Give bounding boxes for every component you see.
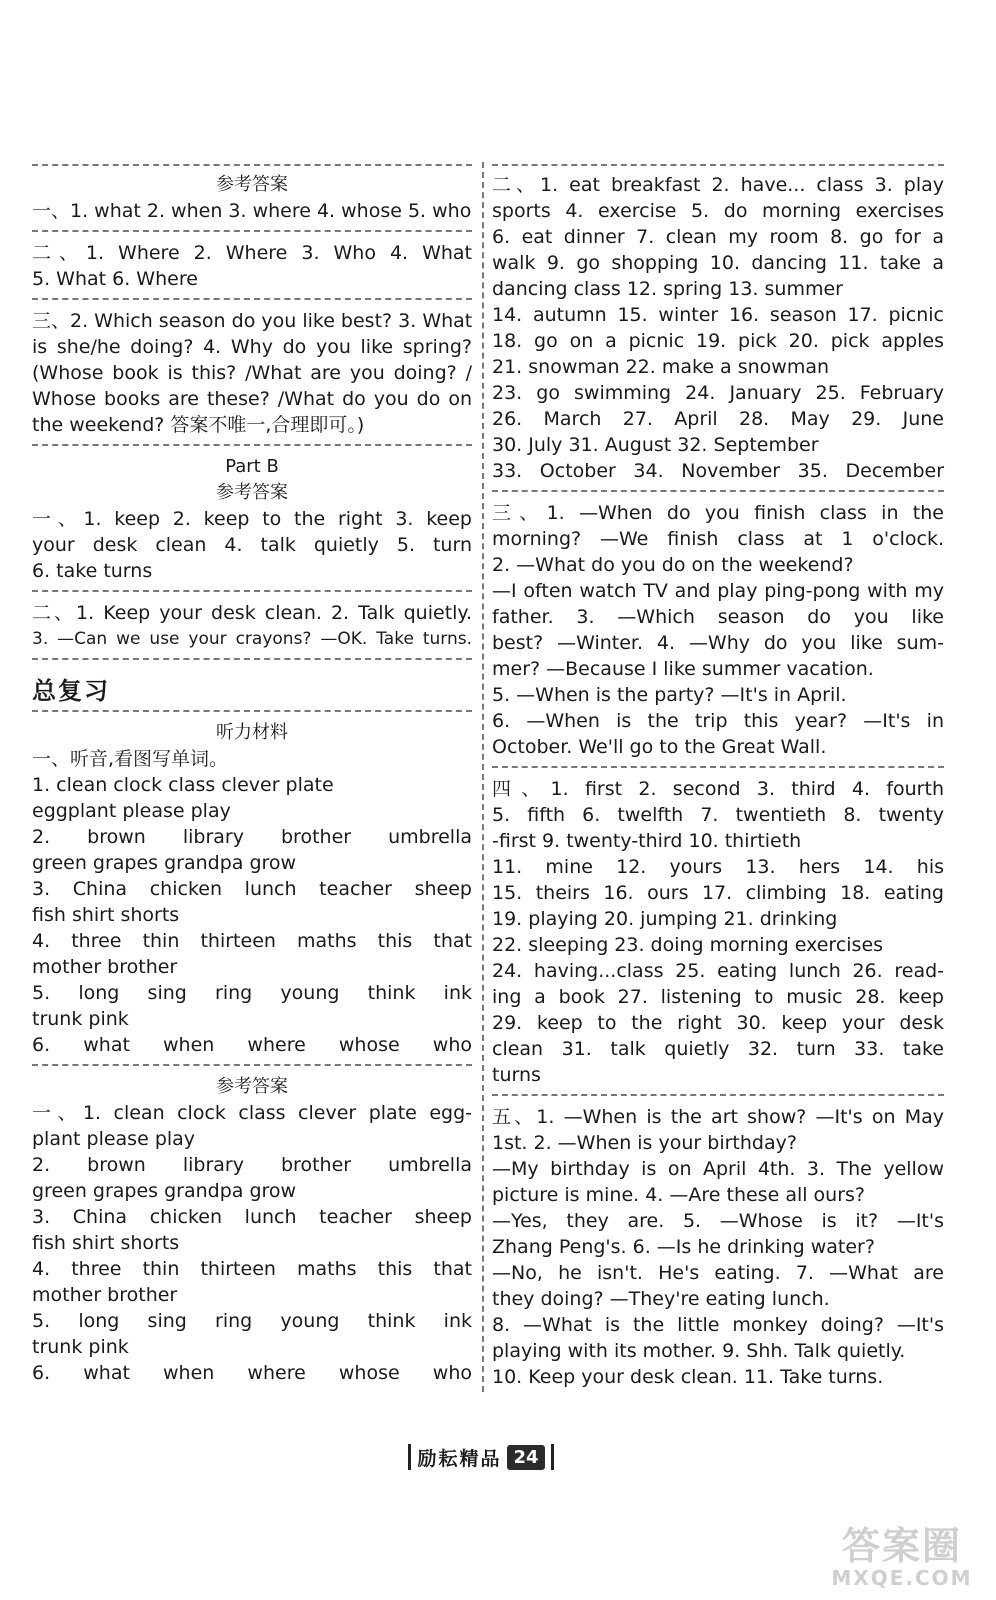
listening-line: fish shirt shorts bbox=[32, 904, 180, 926]
answer-line: Zhang Peng's. 6. —Is he drinking water? bbox=[492, 1236, 875, 1258]
footer-brand: 励耘精品 bbox=[417, 1447, 502, 1470]
answer-line: 10. Keep your desk clean. 11. Take turns. bbox=[492, 1366, 884, 1388]
answer-line: 8. —What is the little monkey doing? —It's bbox=[492, 1314, 944, 1336]
answer-line: 4. three thin thirteen maths this that bbox=[32, 1258, 472, 1280]
answer-line: 6. eat dinner 7. clean my room 8. go for a bbox=[492, 226, 944, 248]
answer-line: 26. March 27. April 28. May 29. June bbox=[492, 408, 944, 430]
answer-line: 5. What 6. Where bbox=[32, 268, 198, 290]
listening-line: 6. what when where whose who bbox=[32, 1034, 472, 1056]
answer-line: October. We'll go to the Great Wall. bbox=[492, 736, 827, 758]
listening-line: 1. clean clock class clever plate bbox=[32, 774, 334, 796]
section-divider bbox=[32, 590, 472, 592]
answer-line: 6. —When is the trip this year? —It's in bbox=[492, 710, 944, 732]
answer-line: -first 9. twenty-third 10. thirtieth bbox=[492, 830, 802, 852]
answer-line: plant please play bbox=[32, 1128, 196, 1150]
section-divider bbox=[492, 490, 944, 492]
answer-line: picture is mine. 4. —Are these all ours? bbox=[492, 1184, 866, 1206]
answer-line: 二、1. Where 2. Where 3. Who 4. What bbox=[32, 242, 472, 264]
page-footer bbox=[396, 1440, 566, 1474]
section-divider bbox=[492, 766, 944, 768]
answer-line: best? —Winter. 4. —Why do you like sum- bbox=[492, 632, 944, 654]
answer-line: 5. fifth 6. twelfth 7. twentieth 8. twenty bbox=[492, 804, 944, 826]
answer-title: 参考答案 bbox=[216, 482, 288, 503]
answer-line: 19. playing 20. jumping 21. drinking bbox=[492, 908, 838, 930]
watermark-text: 答案圈 bbox=[841, 1524, 962, 1568]
footer-bar-right bbox=[551, 1444, 554, 1470]
listening-line: 4. three thin thirteen maths this that bbox=[32, 930, 472, 952]
section-divider bbox=[32, 658, 472, 660]
answer-line: is she/he doing? 4. Why do you like spring? bbox=[32, 336, 472, 358]
section-divider bbox=[32, 1064, 472, 1066]
answer-line: 14. autumn 15. winter 16. season 17. picnic bbox=[492, 304, 944, 326]
answer-line: —I often watch TV and play ping-pong with my bbox=[492, 580, 944, 602]
answer-line: they doing? —They're eating lunch. bbox=[492, 1288, 830, 1310]
review-heading: 总复习 bbox=[32, 677, 110, 705]
answer-line: your desk clean 4. talk quietly 5. turn bbox=[32, 534, 472, 556]
listening-line: trunk pink bbox=[32, 1008, 129, 1030]
answer-line: 24. having...class 25. eating lunch 26. read- bbox=[492, 960, 944, 982]
answer-line: the weekend? 答案不唯一,合理即可。) bbox=[32, 414, 365, 436]
column-divider bbox=[482, 162, 484, 1392]
page-number: 24 bbox=[507, 1445, 544, 1470]
section-divider bbox=[32, 298, 472, 300]
answer-line: 5. —When is the party? —It's in April. bbox=[492, 684, 847, 706]
answer-line: —My birthday is on April 4th. 3. The yellow bbox=[492, 1158, 944, 1180]
answer-line: fish shirt shorts bbox=[32, 1232, 180, 1254]
answer-line: —No, he isn't. He's eating. 7. —What are bbox=[492, 1262, 944, 1284]
answer-line: 二、1. Keep your desk clean. 2. Talk quietly. bbox=[32, 602, 472, 624]
listening-line: 一、听音,看图写单词。 bbox=[32, 748, 229, 770]
answer-line: 一、1. keep 2. keep to the right 3. keep bbox=[32, 508, 472, 530]
answer-line: dancing class 12. spring 13. summer bbox=[492, 278, 843, 300]
answer-line: walk 9. go shopping 10. dancing 11. take a bbox=[492, 252, 944, 274]
section-divider bbox=[32, 710, 472, 712]
watermark-logo bbox=[822, 1526, 982, 1592]
answer-line: mer? —Because I like summer vacation. bbox=[492, 658, 874, 680]
answer-line: 一、1. clean clock class clever plate egg- bbox=[32, 1102, 472, 1124]
answer-line: (Whose book is this? /What are you doing? / bbox=[32, 362, 472, 384]
answer-line: 11. mine 12. yours 13. hers 14. his bbox=[492, 856, 944, 878]
answer-line: green grapes grandpa grow bbox=[32, 1180, 297, 1202]
answer-line: 30. July 31. August 32. September bbox=[492, 434, 819, 456]
answer-line: 22. sleeping 23. doing morning exercises bbox=[492, 934, 884, 956]
answer-line: trunk pink bbox=[32, 1336, 129, 1358]
section-divider bbox=[32, 444, 472, 446]
section-divider bbox=[32, 230, 472, 232]
answer-title: 参考答案 bbox=[216, 174, 288, 195]
answer-line: playing with its mother. 9. Shh. Talk quietly. bbox=[492, 1340, 906, 1362]
answer-line: 5. long sing ring young think ink bbox=[32, 1310, 472, 1332]
answer-line: morning? —We finish class at 1 o'clock. bbox=[492, 528, 944, 550]
footer-bar-left bbox=[408, 1444, 411, 1470]
listening-title: 听力材料 bbox=[216, 722, 288, 743]
answer-line: 15. theirs 16. ours 17. climbing 18. eating bbox=[492, 882, 944, 904]
listening-line: 2. brown library brother umbrella bbox=[32, 826, 472, 848]
answer-line: clean 31. talk quietly 32. turn 33. take bbox=[492, 1038, 944, 1060]
part-b-heading: Part B bbox=[225, 456, 279, 477]
answer-title: 参考答案 bbox=[216, 1076, 288, 1097]
answer-line: —Yes, they are. 5. —Whose is it? —It's bbox=[492, 1210, 944, 1232]
answer-line: 3. —Can we use your crayons? —OK. Take turns. bbox=[32, 629, 472, 649]
listening-line: mother brother bbox=[32, 956, 178, 978]
answer-line: 2. brown library brother umbrella bbox=[32, 1154, 472, 1176]
listening-line: 3. China chicken lunch teacher sheep bbox=[32, 878, 472, 900]
answer-line: 2. —What do you do on the weekend? bbox=[492, 554, 854, 576]
right-column bbox=[492, 160, 944, 1390]
answer-line: 1st. 2. —When is your birthday? bbox=[492, 1132, 797, 1154]
answer-line: 6. take turns bbox=[32, 560, 153, 582]
answer-line: 三、1. —When do you finish class in the bbox=[492, 502, 944, 524]
listening-line: green grapes grandpa grow bbox=[32, 852, 297, 874]
answer-line: 29. keep to the right 30. keep your desk bbox=[492, 1012, 944, 1034]
answer-line: 一、1. what 2. when 3. where 4. whose 5. who bbox=[32, 200, 472, 222]
watermark-url: MXQE.COM bbox=[831, 1566, 973, 1590]
listening-line: 5. long sing ring young think ink bbox=[32, 982, 472, 1004]
answer-line: sports 4. exercise 5. do morning exercises bbox=[492, 200, 944, 222]
answer-line: 五、1. —When is the art show? —It's on May bbox=[492, 1106, 944, 1128]
answer-line: ing a book 27. listening to music 28. keep bbox=[492, 986, 944, 1008]
answer-line: 21. snowman 22. make a snowman bbox=[492, 356, 830, 378]
answer-line: 33. October 34. November 35. December bbox=[492, 460, 944, 482]
left-column bbox=[32, 160, 472, 1386]
answer-line: 23. go swimming 24. January 25. February bbox=[492, 382, 944, 404]
answer-line: turns bbox=[492, 1064, 541, 1086]
section-divider bbox=[492, 1094, 944, 1096]
answer-line: father. 3. —Which season do you like bbox=[492, 606, 944, 628]
listening-line: eggplant please play bbox=[32, 800, 231, 822]
answer-line: 18. go on a picnic 19. pick 20. pick apples bbox=[492, 330, 944, 352]
answer-line: Whose books are these? /What do you do on bbox=[32, 388, 472, 410]
answer-line: 3. China chicken lunch teacher sheep bbox=[32, 1206, 472, 1228]
answer-line: mother brother bbox=[32, 1284, 178, 1306]
answer-line: 6. what when where whose who bbox=[32, 1362, 472, 1384]
answer-line: 四、1. first 2. second 3. third 4. fourth bbox=[492, 778, 944, 800]
answer-line: 三、2. Which season do you like best? 3. What bbox=[32, 310, 473, 332]
answer-line: 二、1. eat breakfast 2. have... class 3. play bbox=[492, 174, 944, 196]
